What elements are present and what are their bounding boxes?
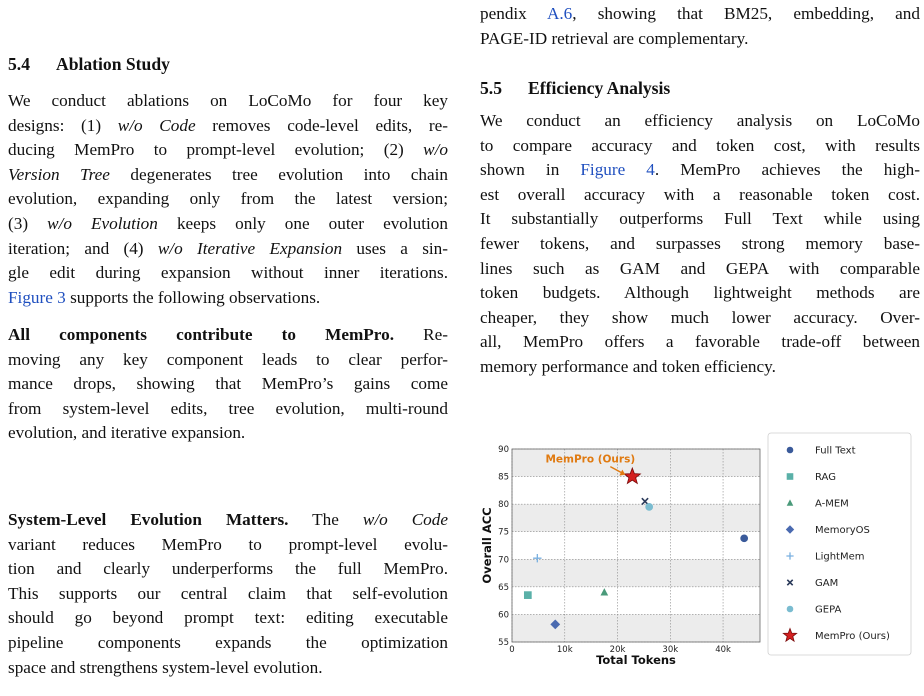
legend-label: A-MEM: [815, 498, 849, 510]
legend-marker: [787, 473, 794, 480]
section-heading-5-5: 5.5 Efficiency Analysis: [480, 78, 671, 98]
x-tick-label: 30k: [662, 645, 679, 655]
legend-label: Full Text: [815, 445, 856, 457]
figure-3-link[interactable]: Figure 3: [8, 287, 66, 307]
y-tick-label: 85: [498, 472, 509, 483]
grid-band: [512, 614, 760, 642]
efficiency-paragraph: We conduct an efficiency analysis on LoCoMo to compare accuracy and token cost, with results shown in Figure 4. MemPro achieves the high- est overall accuracy with a reasonable token cost. It substantially outperforms Full Text while using fewer tokens, and surpasses strong memory base- lines such as GAM and GEPA with comparable token budgets. Although lightweight methods are cheaper, they show much lower accuracy. Over- all, MemPro offers a favorable trade-off between memory performance and token efficiency.: [480, 111, 920, 376]
legend-box: [768, 433, 911, 655]
plot-area: [480, 445, 760, 667]
legend-label: RAG: [815, 472, 836, 483]
annotation-label: MemPro (Ours): [545, 453, 636, 466]
y-tick-label: 60: [498, 610, 509, 621]
x-tick-label: 40k: [715, 645, 731, 655]
x-tick-label: 10k: [556, 645, 573, 655]
x-axis-label: Total Tokens: [596, 653, 676, 667]
legend-label: GAM: [815, 578, 839, 589]
point-full-text: [740, 534, 748, 542]
y-tick-label: 55: [498, 638, 509, 648]
legend: [768, 433, 911, 655]
point-gam: [642, 498, 648, 504]
y-tick-label: 90: [498, 445, 509, 455]
legend-label: MemoryOS: [815, 525, 870, 536]
y-tick-label: 75: [498, 527, 509, 538]
x-tick-label: 20k: [609, 645, 626, 655]
point-rag: [524, 591, 532, 599]
y-tick-label: 80: [498, 500, 509, 511]
appendix-a6-link[interactable]: A.6: [546, 4, 573, 23]
point-a-mem: [600, 588, 608, 595]
x-tick-label: 0: [509, 645, 515, 655]
figure-4-link[interactable]: Figure 4: [580, 160, 655, 180]
point-gepa: [645, 503, 653, 511]
legend-label: LightMem: [815, 551, 865, 563]
y-tick-label: 70: [498, 555, 509, 566]
section-heading-5-4: 5.4 Ablation Study: [8, 54, 170, 74]
legend-label: MemPro (Ours): [815, 631, 890, 642]
appendix-tail-paragraph: pendix A.6, showing that BM25, embedding, and PAGE-ID retrieval are complementary.: [480, 4, 920, 48]
y-tick-label: 65: [498, 582, 509, 593]
legend-label: GEPA: [815, 604, 842, 616]
legend-marker: [787, 606, 794, 613]
ablation-paragraph: We conduct ablations on LoCoMo for four key designs: (1) w/o Code removes code-level edits, re- ducing MemPro to prompt-level evolution; (2) w/o Version Tree degenerates tree evolution into chain evolution, expanding only from the latest version; (3) w/o Evolution keeps only one outer evolution iteration; and (4) w/o Iterative Expansion uses a sin- gle edit during expansion without inner iterations. Figure 3 supports the following observations.: [8, 91, 449, 307]
y-axis-label: Overall ACC: [480, 507, 494, 584]
components-paragraph: All components contribute to MemPro. Re- moving any key component leads to clear perfor- mance drops, showing that MemPro’s gains come from system-level edits, tree evolution, multi-round evolution, and iterative expansion.: [8, 325, 448, 443]
system-level-paragraph: System-Level Evolution Matters. The w/o Code variant reduces MemPro to prompt-level evolu- tion and clearly underperforms the full MemPro. This supports our central claim that self-evolution should go beyond prompt text: editing executable pipeline components expands the optimization space and strengthens system-level evolution.: [8, 510, 448, 677]
legend-marker: [787, 447, 794, 454]
